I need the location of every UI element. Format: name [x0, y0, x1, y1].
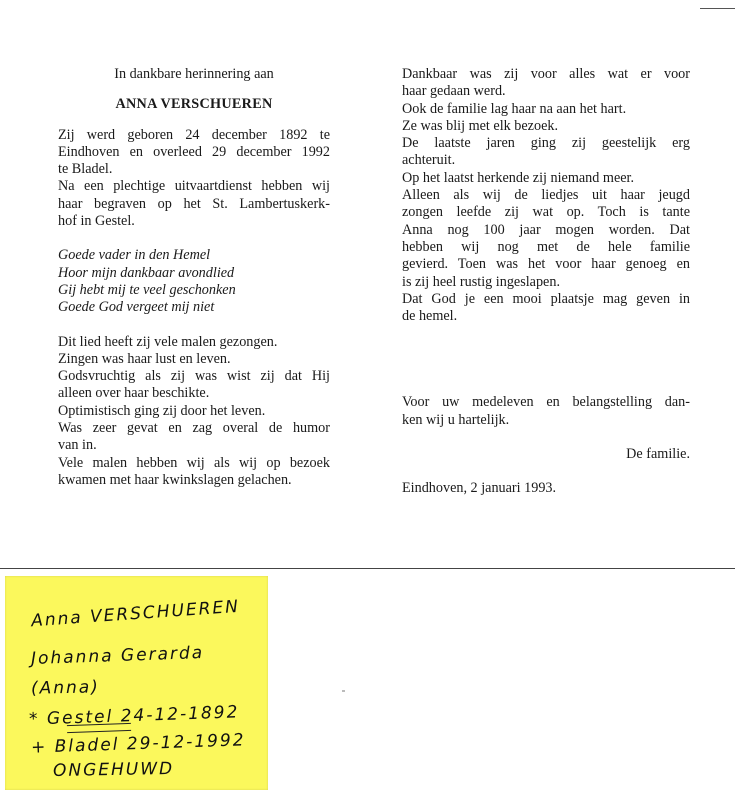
right-column: [402, 66, 690, 498]
handwritten-nickname: (Anna): [30, 677, 101, 699]
text-line: Zij werd geboren 24 december 1892 te: [58, 126, 330, 143]
text-line: Ze was blij met elk bezoek.: [402, 117, 559, 134]
place-date: Eindhoven, 2 januari 1993.: [402, 480, 557, 497]
text-line: is zij heel rustig ingeslapen.: [402, 273, 560, 290]
text-line: Godsvruchtig als zij was wist zij dat Hij: [58, 368, 330, 385]
divider-line: [0, 568, 735, 569]
text-line: kwamen met haar kwinkslagen gelachen.: [58, 471, 292, 488]
handwritten-name: Anna VERSCHUEREN: [30, 596, 241, 632]
text-line: Dankbaar was zij voor alles wat er voor: [402, 66, 690, 82]
text-line: achteruit.: [402, 152, 456, 169]
text-line: De laatste jaren ging zij geestelijk erg: [402, 135, 690, 152]
speck: [342, 690, 345, 692]
text-line: hebben wij nog met de hele familie: [402, 238, 690, 255]
text-line: te Bladel.: [58, 161, 113, 178]
text-line: zongen leefde zij wat op. Toch is tante: [402, 204, 690, 221]
text-line: Eindhoven en overleed 29 december 1992: [58, 143, 330, 160]
signature: De familie.: [626, 446, 690, 463]
handwritten-birth: * Gestel 24-12-1892: [28, 702, 240, 730]
funeral-paragraph: [58, 178, 330, 230]
handwritten-status: ONGEHUWD: [52, 758, 175, 782]
text-line: gevierd. Toen was het voor haar genoeg en: [402, 256, 690, 273]
poem-line: Goede vader in den Hemel: [58, 247, 211, 264]
text-line: Dit lied heeft zij vele malen gezongen.: [58, 333, 278, 350]
corner-line: [700, 8, 735, 9]
gratitude-paragraph: [402, 66, 690, 325]
handwritten-full-name: Johanna Gerarda: [30, 642, 205, 670]
text-line: Op het laatst herkende zij niemand meer.: [402, 169, 635, 186]
poem-line: Gij hebt mij te veel geschonken: [58, 281, 236, 298]
text-line: ken wij u hartelijk.: [402, 411, 510, 428]
intro-text: In dankbare herinnering aan: [114, 66, 274, 82]
text-line: hof in Gestel.: [58, 213, 135, 230]
poem-line: Goede God vergeet mij niet: [58, 299, 215, 316]
text-line: Was zeer gevat en zag overal de humor: [58, 420, 330, 437]
text-line: Zingen was haar lust en leven.: [58, 350, 231, 367]
birth-death-paragraph: [58, 127, 330, 179]
thanks-paragraph: [402, 394, 690, 429]
text-line: haar begraven op het St. Lambertuskerk-: [58, 195, 330, 212]
handwritten-death: + Bladel 29-12-1992: [30, 730, 246, 758]
poem: [58, 247, 330, 316]
text-line: Ook de familie lag haar na aan het hart.: [402, 100, 627, 117]
text-line: de hemel.: [402, 308, 458, 325]
text-line: Anna nog 100 jaar mogen worden. Dat: [402, 221, 690, 238]
poem-line: Hoor mijn dankbaar avondlied: [58, 264, 235, 281]
left-column: [58, 66, 330, 489]
double-underline: [67, 723, 131, 733]
text-line: Dat God je een mooi plaatsje mag geven in: [402, 290, 690, 307]
text-line: Vele malen hebben wij als wij op bezoek: [58, 454, 330, 471]
text-line: Voor uw medeleven en belangstelling dan-: [402, 394, 690, 411]
deceased-name: ANNA VERSCHUEREN: [115, 96, 273, 113]
life-paragraph: [58, 334, 330, 490]
text-line: alleen over haar beschikte.: [58, 385, 210, 402]
text-line: Alleen als wij de liedjes uit haar jeugd: [402, 187, 690, 204]
text-line: Na een plechtige uitvaartdienst hebben wij: [58, 178, 330, 195]
text-line: Optimistisch ging zij door het leven.: [58, 402, 266, 419]
text-line: haar gedaan werd.: [402, 83, 506, 100]
sticky-note: [5, 576, 268, 790]
text-line: van in.: [58, 437, 97, 454]
